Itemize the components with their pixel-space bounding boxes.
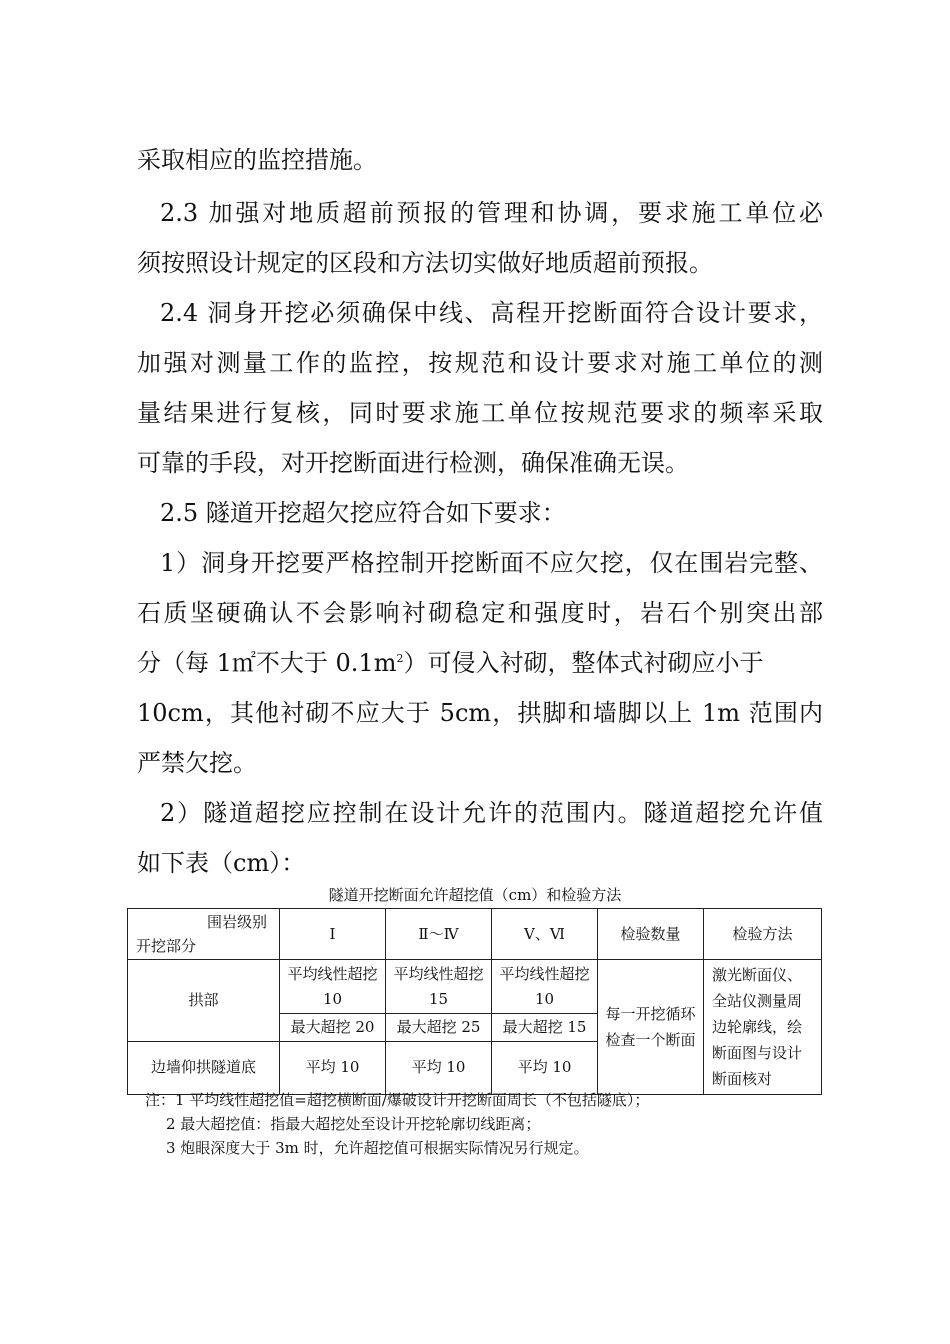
paragraph-line: 2.3 加强对地质超前预报的管理和协调，要求施工单位必 <box>160 199 823 227</box>
paragraph-line: 量结果进行复核，同时要求施工单位按规范要求的频率采取 <box>137 399 823 427</box>
paragraph-line: 如下表（cm）： <box>137 849 306 877</box>
paragraph-line: 采取相应的监控措施。 <box>137 146 377 174</box>
table-note: 3 炮眼深度大于 3m 时，允许超挖值可根据实际情况另行规定。 <box>166 1139 589 1157</box>
table-note: 2 最大超挖值：指最大超挖处至设计开挖轮廓切线距离； <box>166 1115 541 1133</box>
row-label-arch: 拱部 <box>128 960 280 1042</box>
table-cell: 最大超挖 20 <box>280 1014 386 1042</box>
table-cell: 平均线性超挖 15 <box>386 960 492 1014</box>
header-excavation-part: 开挖部分 <box>136 937 197 955</box>
paragraph-line: 2）隧道超挖应控制在设计允许的范围内。隧道超挖允许值 <box>160 799 823 827</box>
row-label-wall: 边墙仰拱隧道底 <box>128 1041 280 1094</box>
header-grade-2-4: Ⅱ～Ⅳ <box>386 909 492 960</box>
overbreak-table <box>127 908 822 1095</box>
table-cell: 平均线性超挖 10 <box>492 960 598 1014</box>
inspection-quantity-cell: 每一开挖循环检查一个断面 <box>598 960 704 1095</box>
paragraph-line: 加强对测量工作的监控，按规范和设计要求对施工单位的测 <box>137 349 823 377</box>
inspection-method-cell: 激光断面仪、全站仪测量周边轮廓线，绘断面图与设计断面核对 <box>704 960 822 1095</box>
table-caption: 隧道开挖断面允许超挖值（cm）和检验方法 <box>328 886 622 904</box>
header-rock-grade: 围岩级别 <box>206 913 267 931</box>
table-cell: 平均线性超挖 10 <box>280 960 386 1014</box>
paragraph-line: 1）洞身开挖要严格控制开挖断面不应欠挖，仅在围岩完整、 <box>160 549 823 577</box>
paragraph-line: 须按照设计规定的区段和方法切实做好地质超前预报。 <box>137 249 713 277</box>
text-run: 分（每 1㎡不大于 0.1m <box>137 649 397 677</box>
header-grade-1: Ⅰ <box>280 909 386 960</box>
header-grade-5-6: Ⅴ、Ⅵ <box>492 909 598 960</box>
table-cell: 平均 10 <box>280 1041 386 1094</box>
paragraph-line: 10cm，其他衬砌不应大于 5cm，拱脚和墙脚以上 1m 范围内 <box>137 699 823 727</box>
paragraph-line: 2.5 隧道开挖超欠挖应符合如下要求： <box>160 499 566 527</box>
table-cell: 平均 10 <box>492 1041 598 1094</box>
table-cell: 平均 10 <box>386 1041 492 1094</box>
text-run: ）可侵入衬砌，整体式衬砌应小于 <box>403 649 764 677</box>
paragraph-line: 可靠的手段，对开挖断面进行检测，确保准确无误。 <box>137 449 689 477</box>
table-header-row <box>128 909 822 960</box>
paragraph-line: 2.4 洞身开挖必须确保中线、高程开挖断面符合设计要求， <box>160 299 823 327</box>
superscript: 2 <box>396 652 404 665</box>
paragraph-line: 石质坚硬确认不会影响衬砌稳定和强度时，岩石个别突出部 <box>137 599 823 627</box>
table-row <box>128 960 822 1014</box>
diagonal-header-cell <box>128 909 280 960</box>
table-cell: 最大超挖 25 <box>386 1014 492 1042</box>
table-note: 注：1 平均线性超挖值=超挖横断面/爆破设计开挖断面周长（不包括隧底）； <box>145 1091 650 1109</box>
paragraph-line: 严禁欠挖。 <box>137 749 257 777</box>
header-inspection-method: 检验方法 <box>704 909 822 960</box>
paragraph-line <box>137 648 763 678</box>
header-inspection-quantity: 检验数量 <box>598 909 704 960</box>
table-cell: 最大超挖 15 <box>492 1014 598 1042</box>
